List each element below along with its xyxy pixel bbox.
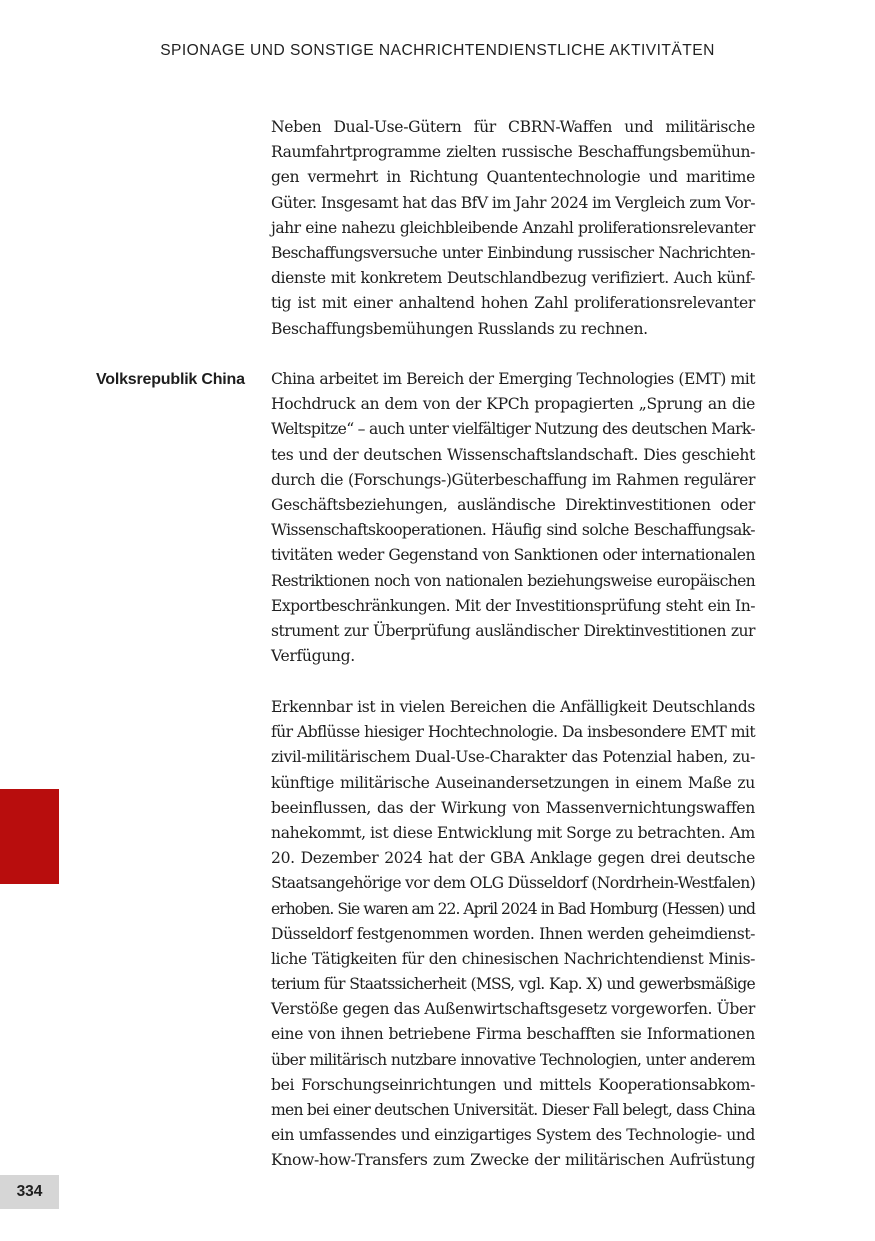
paragraph-3 xyxy=(271,695,755,1174)
text-line: über militärisch nutzbare innovative Technologien, unter anderem xyxy=(271,1050,755,1069)
text-line: Hochdruck an dem von der KPCh propagierten „Sprung an die xyxy=(271,395,755,414)
text-line: dienste mit konkretem Deutschlandbezug verifiziert. Auch künf- xyxy=(271,269,755,288)
text-line: Staatsangehörige vor dem OLG Düsseldorf (Nordrhein-Westfalen) xyxy=(271,874,756,893)
text-line: jahr eine nahezu gleichbleibende Anzahl proliferationsrelevanter xyxy=(271,218,755,237)
text-line: eine von ihnen betriebene Firma beschafften sie Informationen xyxy=(271,1025,755,1044)
text-line: Verfügung. xyxy=(271,647,355,666)
text-line: Beschaffungsversuche unter Einbindung russischer Nachrichten- xyxy=(271,243,755,262)
text-line: Wissenschaftskooperationen. Häufig sind solche Beschaffungsak- xyxy=(271,521,755,540)
text-line: terium für Staatssicherheit (MSS, vgl. Kap. X) und gewerbsmäßige xyxy=(271,975,755,994)
page-number: 334 xyxy=(0,1175,59,1209)
text-line: tig ist mit einer anhaltend hohen Zahl proliferationsrelevanter xyxy=(271,294,755,313)
text-line: liche Tätigkeiten für den chinesischen Nachrichtendienst Minis- xyxy=(271,949,755,968)
text-line: Düsseldorf festgenommen worden. Ihnen werden geheimdienst- xyxy=(271,924,755,943)
text-line: Beschaffungsbemühungen Russlands zu rechnen. xyxy=(271,319,648,338)
text-line: gen vermehrt in Richtung Quantentechnologie und maritime xyxy=(271,168,755,187)
text-line: Güter. Insgesamt hat das BfV im Jahr 2024 im Vergleich zum Vor- xyxy=(271,193,755,212)
text-line: Restriktionen noch von nationalen beziehungsweise europäischen xyxy=(271,571,755,590)
paragraph-1 xyxy=(271,115,755,342)
text-line: Geschäftsbeziehungen, ausländische Direktinvestitionen oder xyxy=(271,495,755,514)
text-line: Raumfahrtprogramme zielten russische Beschaffungsbemühun- xyxy=(271,143,755,162)
text-line: bei Forschungseinrichtungen und mittels Kooperationsabkom- xyxy=(271,1075,755,1094)
text-line: nahekommt, ist diese Entwicklung mit Sorge zu betrachten. Am xyxy=(271,823,755,842)
text-line: beeinflussen, das der Wirkung von Massenvernichtungswaffen xyxy=(271,798,755,817)
text-line: durch die (Forschungs-)Güterbeschaffung im Rahmen regulärer xyxy=(271,470,755,489)
text-line: Verstöße gegen das Außenwirtschaftsgesetz vorgeworfen. Über xyxy=(271,1000,755,1019)
section-heading: Volksrepublik China xyxy=(96,371,245,388)
text-line: strument zur Überprüfung ausländischer Direktinvestitionen zur xyxy=(271,621,755,640)
text-line: Exportbeschränkungen. Mit der Investitionsprüfung steht ein In- xyxy=(271,596,755,615)
text-line: tivitäten weder Gegenstand von Sanktionen oder internationalen xyxy=(271,546,755,565)
text-line: 20. Dezember 2024 hat der GBA Anklage gegen drei deutsche xyxy=(271,849,755,868)
text-line: men bei einer deutschen Universität. Dieser Fall belegt, dass China xyxy=(271,1101,755,1119)
text-line: China arbeitet im Bereich der Emerging Technologies (EMT) mit xyxy=(271,370,755,388)
text-line: erhoben. Sie waren am 22. April 2024 in Bad Homburg (Hessen) und xyxy=(271,899,755,918)
text-line: Erkennbar ist in vielen Bereichen die Anfälligkeit Deutschlands xyxy=(271,698,755,716)
text-line: Weltspitze“ – auch unter vielfältiger Nutzung des deutschen Mark- xyxy=(271,420,755,439)
paragraph-2 xyxy=(271,367,755,669)
running-header: SPIONAGE UND SONSTIGE NACHRICHTENDIENSTLICHE AKTIVITÄTEN xyxy=(160,42,715,59)
text-line: Neben Dual-Use-Gütern für CBRN-Waffen und militärische xyxy=(271,118,755,136)
text-line: tes und der deutschen Wissenschaftslandschaft. Dies geschieht xyxy=(271,445,755,464)
text-line: künftige militärische Auseinandersetzungen in einem Maße zu xyxy=(271,773,755,792)
text-line: zivil-militärischem Dual-Use-Charakter das Potenzial haben, zu- xyxy=(271,748,755,767)
text-line: für Abflüsse hiesiger Hochtechnologie. Da insbesondere EMT mit xyxy=(271,723,755,742)
text-line: Know-how-Transfers zum Zwecke der militärischen Aufrüstung xyxy=(271,1151,755,1170)
text-line: ein umfassendes und einzigartiges System des Technologie- und xyxy=(271,1126,755,1145)
chapter-marker-tab xyxy=(0,789,59,884)
